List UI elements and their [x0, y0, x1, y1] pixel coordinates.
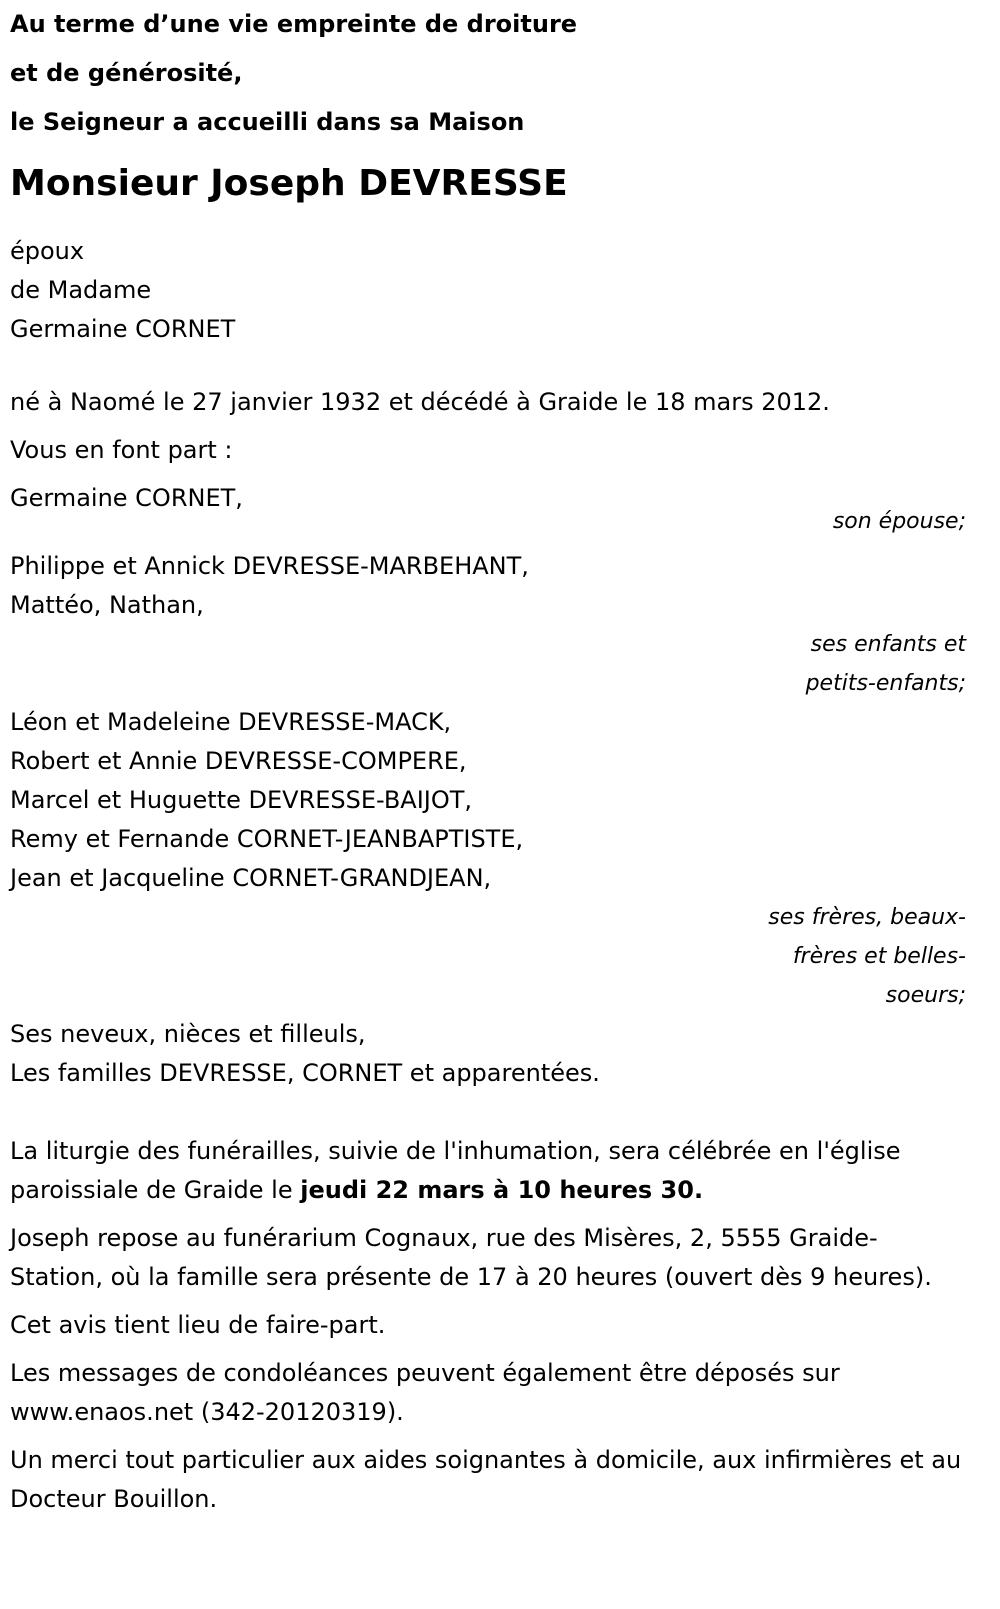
family-siblings	[10, 703, 970, 898]
announce-text: Vous en font part :	[10, 436, 233, 464]
sibling-line-3: Marcel et Huguette DEVRESSE-BAIJOT,	[10, 786, 473, 814]
children-line-1: Philippe et Annick DEVRESSE-MARBEHANT,	[10, 552, 529, 580]
sibling-line-1: Léon et Madeleine DEVRESSE-MACK,	[10, 708, 452, 736]
others-line-1: Ses neveux, nièces et filleuls,	[10, 1020, 366, 1048]
condolences-paragraph: Les messages de condoléances peuvent également être déposés sur www.enaos.net (342-20120319).	[10, 1359, 840, 1426]
repose-paragraph: Joseph repose au funérarium Cognaux, rue des Misères, 2, 5555 Graide-Station, où la famille sera présente de 17 à 20 heures (ouvert dès 9 heures).	[10, 1224, 932, 1291]
deceased-name: Monsieur Joseph DEVRESSE	[10, 163, 568, 204]
sibling-line-5: Jean et Jacqueline CORNET-GRANDJEAN,	[10, 864, 492, 892]
spouse-line-2: de Madame	[10, 276, 152, 304]
siblings-rel-line-3: soeurs;	[885, 983, 966, 1008]
sibling-line-2: Robert et Annie DEVRESSE-COMPERE,	[10, 747, 467, 775]
spouse-line-1: époux	[10, 237, 85, 265]
children-relation	[10, 625, 970, 703]
siblings-relation	[10, 898, 970, 1015]
family-children	[10, 547, 970, 625]
children-rel-line-1: ses enfants et	[810, 632, 966, 657]
liturgy-paragraph	[10, 1132, 970, 1210]
siblings-rel-line-2: frères et belles-	[792, 944, 966, 969]
intro-line-1: Au terme d’une vie empreinte de droiture	[10, 10, 578, 38]
spouse-info	[10, 232, 970, 349]
wife-relation: son épouse;	[832, 509, 966, 534]
family-others	[10, 1015, 970, 1093]
liturgy-date: jeudi 22 mars à 10 heures 30.	[300, 1176, 704, 1204]
children-rel-line-2: petits-enfants;	[805, 671, 966, 696]
notice-paragraph: Cet avis tient lieu de faire-part.	[10, 1311, 386, 1339]
sibling-line-4: Remy et Fernande CORNET-JEANBAPTISTE,	[10, 825, 524, 853]
intro-line-3: le Seigneur a accueilli dans sa Maison	[10, 108, 525, 136]
liturgy-text: La liturgie des funérailles, suivie de l'inhumation, sera célébrée en l'église paroissiale de Graide le	[10, 1137, 901, 1204]
siblings-rel-line-1: ses frères, beaux-	[768, 905, 966, 930]
wife-name: Germaine CORNET,	[10, 484, 243, 512]
intro-line-2: et de générosité,	[10, 59, 243, 87]
spouse-line-3: Germaine CORNET	[10, 315, 236, 343]
children-line-2: Mattéo, Nathan,	[10, 591, 204, 619]
others-line-2: Les familles DEVRESSE, CORNET et apparentées.	[10, 1059, 600, 1087]
obituary-notice	[10, 0, 970, 1519]
birth-death-dates: né à Naomé le 27 janvier 1932 et décédé à Graide le 18 mars 2012.	[10, 388, 830, 416]
intro-text	[10, 0, 970, 147]
thanks-paragraph: Un merci tout particulier aux aides soignantes à domicile, aux infirmières et au Docteur Bouillon.	[10, 1446, 962, 1513]
